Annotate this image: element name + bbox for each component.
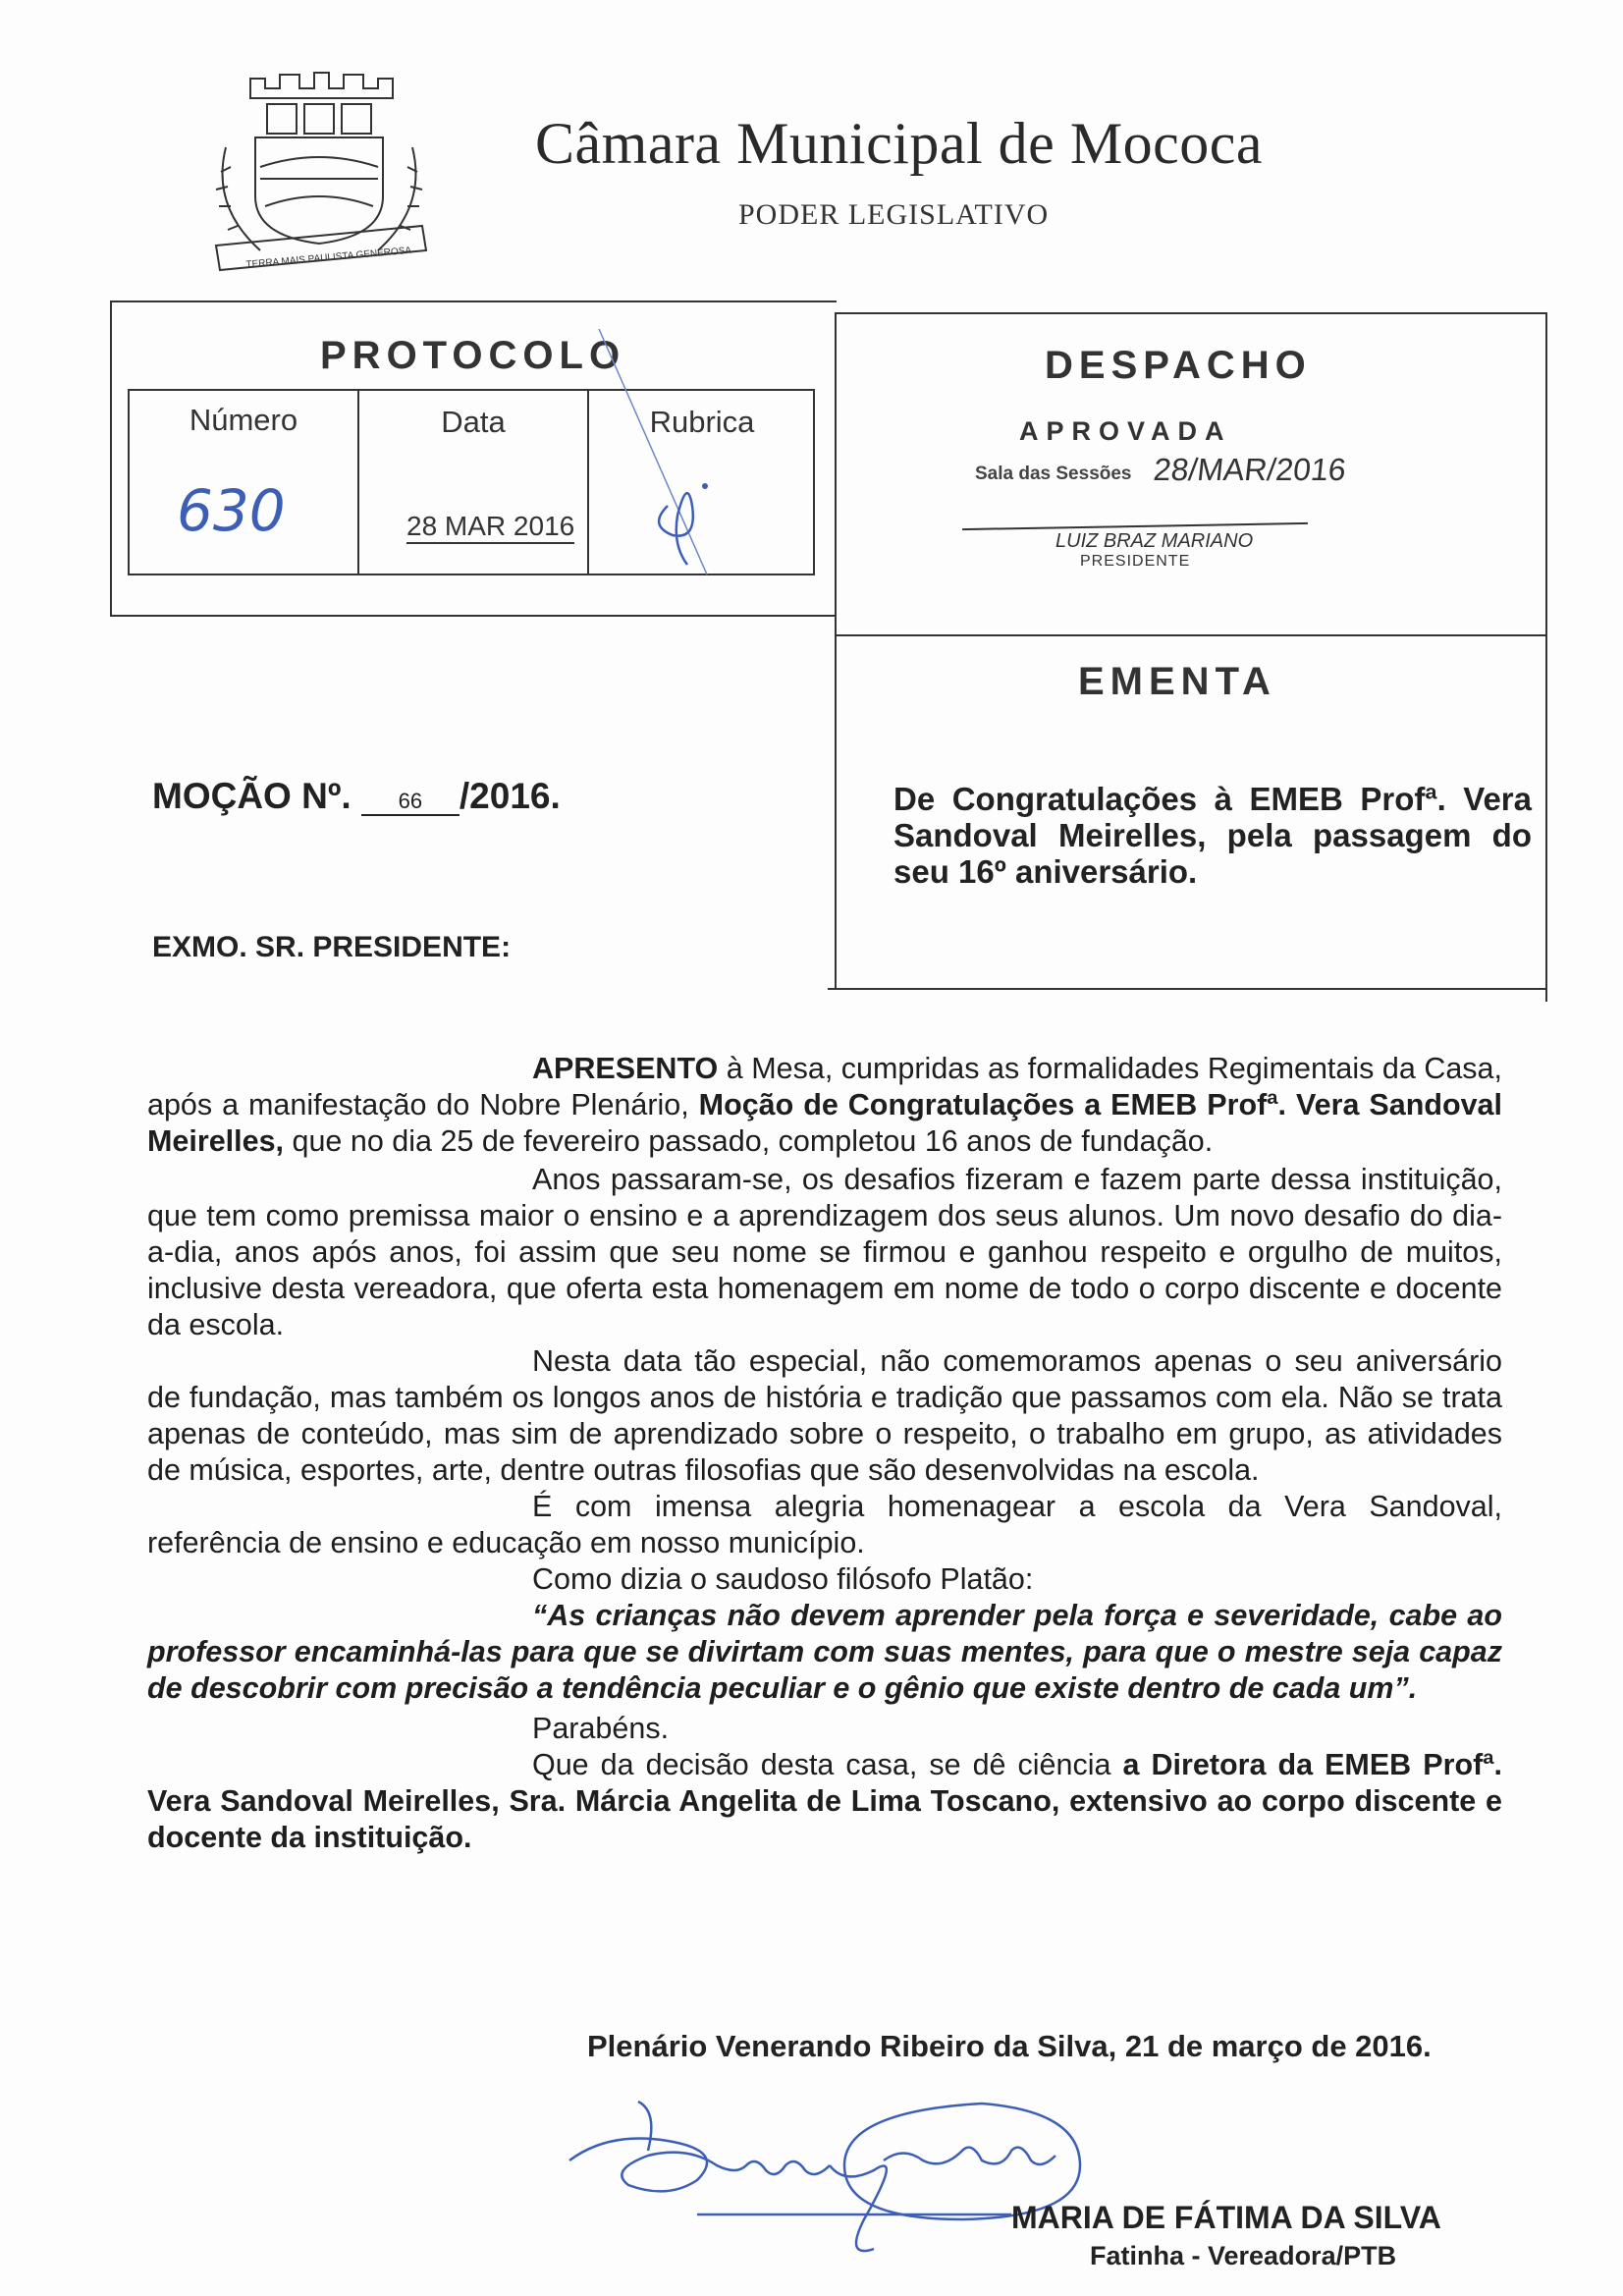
document-body <box>147 1051 1502 1856</box>
rubrica-signature <box>589 329 727 584</box>
frame-top-left <box>110 301 837 302</box>
approval-stamp-sala: Sala das Sessões <box>975 464 1132 484</box>
paragraph-6: Parabéns. <box>532 1712 670 1745</box>
frame-middle <box>835 312 837 990</box>
closing-place-date: Plenário Venerando Ribeiro da Silva, 21 de março de 2016. <box>587 2029 1432 2063</box>
approval-stamp-date: 28/MAR/2016 <box>1152 452 1348 487</box>
municipal-crest-logo <box>206 69 432 285</box>
plato-quote: “As crianças não devem aprender pela força e severidade, cabe ao professor encaminhá-las para que se divirtam com suas mentes, para que o mestre seja capaz de descobrir com precisão a tendência peculiar e o gênio que existe dentro de cada um”. <box>147 1599 1502 1705</box>
protocolo-numero-label: Número <box>189 403 298 437</box>
frame-bottom-right <box>828 988 1547 990</box>
despacho-heading: DESPACHO <box>1045 344 1312 387</box>
paragraph-7: Que da decisão desta casa, se dê ciência a Diretora da EMEB Profª. Vera Sandoval Meirelles, Sra. Márcia Angelita de Lima Toscano, extensivo ao corpo discente e docente da instituição. <box>147 1748 1502 1854</box>
approval-signer-name: LUIZ BRAZ MARIANO <box>1055 530 1254 552</box>
mocao-number-value: 66 <box>361 789 460 816</box>
institution-title: Câmara Municipal de Mococa <box>535 111 1264 176</box>
frame-divider-right <box>837 634 1547 636</box>
crest-motto: TERRA MAIS PAULISTA GENEROSA <box>245 245 412 271</box>
frame-divider-left <box>110 615 837 617</box>
signer-role: Fatinha - Vereadora/PTB <box>1090 2241 1397 2270</box>
institution-subtitle: PODER LEGISLATIVO <box>738 198 1050 231</box>
paragraph-4: É com imensa alegria homenagear a escola da Vera Sandoval, referência de ensino e educação em nosso município. <box>147 1490 1502 1559</box>
paragraph-1: APRESENTO à Mesa, cumpridas as formalidades Regimentais da Casa, após a manifestação do Nobre Plenário, Moção de Congratulações a EMEB Profª. Vera Sandoval Meirelles, que no dia 25 de fevereiro passado, completou 16 anos de fundação. <box>147 1052 1502 1158</box>
mocao-suffix: /2016. <box>459 776 561 816</box>
ementa-heading: EMENTA <box>1078 660 1276 703</box>
approval-signer-role: PRESIDENTE <box>1080 553 1191 570</box>
protocolo-numero-value: 630 <box>177 477 286 544</box>
ementa-text: De Congratulações à EMEB Profª. Vera Sandoval Meirelles, pela passagem do seu 16º aniversário. <box>893 781 1532 890</box>
protocolo-data-label: Data <box>441 405 506 439</box>
approval-stamp-status: APROVADA <box>1019 416 1232 446</box>
protocolo-heading: PROTOCOLO <box>320 334 626 377</box>
paragraph-7-bold: a Diretora da EMEB Profª. Vera Sandoval Meirelles, Sra. Márcia Angelita de Lima Toscano, extensivo ao corpo discente e docente da instituição. <box>147 1748 1502 1854</box>
signer-name: MARIA DE FÁTIMA DA SILVA <box>1011 2200 1441 2235</box>
paragraph-5: Como dizia o saudoso filósofo Platão: <box>532 1562 1034 1596</box>
salutation: EXMO. SR. PRESIDENTE: <box>152 931 512 963</box>
mocao-prefix: MOÇÃO Nº. <box>152 776 352 816</box>
frame-top-right <box>837 312 1547 314</box>
frame-left <box>110 301 112 617</box>
paragraph-2: Anos passaram-se, os desafios fizeram e fazem parte dessa instituição, que tem como premissa maior o ensino e a aprendizagem dos seus alunos. Um novo desafio do dia-a-dia, anos após anos, foi assim que seu nome se firmou e ganhou respeito e orgulho de muitos, inclusive desta vereadora, que oferta esta homenagem em nome de todo o corpo discente e docente da escola. <box>147 1163 1502 1341</box>
protocolo-data-value: 28 MAR 2016 <box>406 511 574 544</box>
protocolo-rubrica-label: Rubrica <box>649 405 755 439</box>
paragraph-1-bold: Moção de Congratulações a EMEB Profª. Vera Sandoval Meirelles, <box>147 1088 1502 1158</box>
mocao-number <box>152 776 561 817</box>
approval-signature-line <box>962 522 1308 530</box>
paragraph-3: Nesta data tão especial, não comemoramos apenas o seu aniversário de fundação, mas também os longos anos de história e tradição que passamos com ela. Não se trata apenas de conteúdo, mas sim de aprendizado sobre o respeito, o trabalho em grupo, as atividades de música, esportes, arte, dentre outras filosofias que são desenvolvidas na escola. <box>147 1344 1502 1487</box>
frame-right <box>1545 314 1547 1002</box>
paragraph-1-lead: APRESENTO <box>532 1052 719 1085</box>
